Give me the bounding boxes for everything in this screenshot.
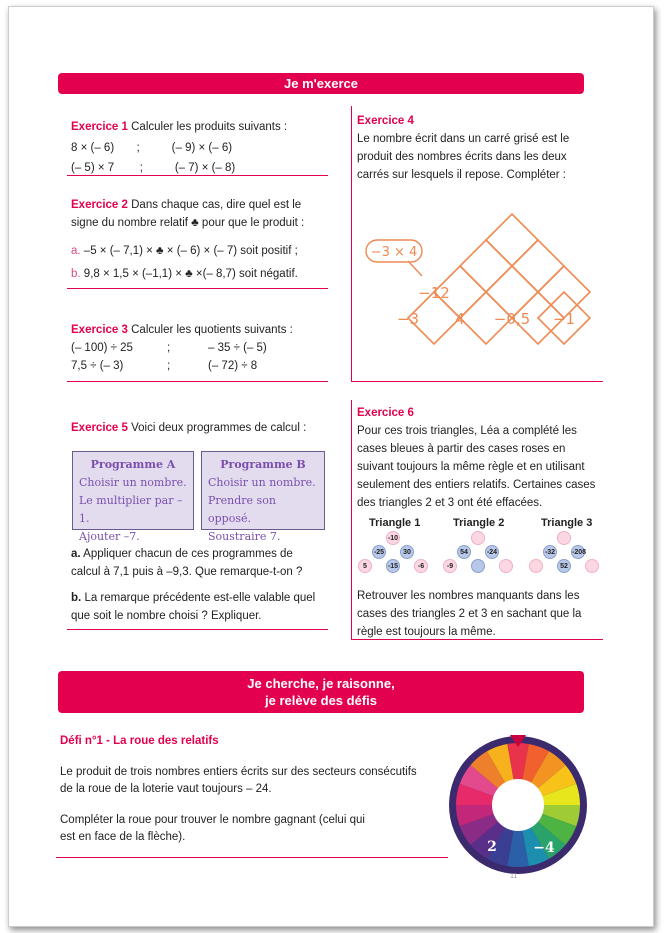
banner2-line1: Je cherche, je raisonne, (247, 676, 395, 691)
t1-bottom-right: -6 (414, 559, 428, 573)
t1-bottom-mid: -15 (386, 559, 400, 573)
exercise-1-line1: 8 × (– 6) ; (– 9) × (– 6) (71, 142, 233, 154)
number-pyramid (360, 210, 600, 345)
triangle-2-title: Triangle 2 (453, 517, 505, 529)
divider (67, 288, 328, 289)
program-a-step1: Choisir un nombre. (79, 476, 187, 489)
t2-bottom-right (499, 559, 513, 573)
exercise-5-title: Exercice 5 (71, 422, 128, 434)
pyramid-cell-3: −0,5 (493, 310, 531, 328)
pyramid-cell-4: −1 (552, 310, 576, 328)
triangle-3-title: Triangle 3 (541, 517, 593, 529)
program-b-step1: Choisir un nombre. (208, 476, 316, 489)
quotient-2: – 35 ÷ (– 5) (208, 342, 267, 354)
program-b-title: Programme B (220, 458, 306, 471)
t1-mid-right: 30 (400, 545, 414, 559)
exercise-6-footer (357, 587, 602, 641)
quotient-1: (– 100) ÷ 25 (71, 342, 133, 354)
t3-top (557, 531, 571, 545)
pyramid-cell-1: −3 (396, 310, 420, 328)
program-a-step2: Le multiplier par –1. (79, 494, 183, 525)
exercise-6-footer-line3: règle est toujours la même. (357, 626, 496, 638)
t3-bottom-mid: 52 (557, 559, 571, 573)
exercise-3 (71, 321, 341, 375)
item-b-label: b. (71, 592, 82, 604)
quotient-3: 7,5 ÷ (– 3) (71, 360, 124, 372)
exercise-4-title: Exercice 4 (357, 115, 414, 127)
exercise-1 (71, 118, 341, 177)
exercise-2-title: Exercice 2 (71, 199, 128, 211)
divider (351, 381, 603, 382)
program-b-box (201, 451, 325, 543)
bubble-label: −3 × 4 (370, 245, 418, 260)
exercise-1-line2: (– 5) × 7 ; (– 7) × (– 8) (71, 162, 236, 174)
wheel-number-neg4: −4 (533, 840, 555, 856)
exercise-4 (357, 112, 607, 184)
section-banner-challenges (58, 671, 584, 713)
item-b-label: b. (71, 268, 81, 280)
item-a-label: a. (71, 548, 81, 560)
program-a-title: Programme A (90, 458, 176, 471)
exercise-2-prompt: Dans chaque cas, dire quel est le (131, 199, 302, 211)
wheel-number-2: 2 (487, 839, 497, 855)
challenge-1-p1b: de la roue de la loterie vaut toujours – 24. (60, 783, 272, 795)
separator: ; (167, 360, 171, 372)
exercise-1-title: Exercice 1 (71, 121, 128, 133)
t1-top: -10 (386, 531, 400, 545)
exercise-2-prompt2: signe du nombre relatif ♣ pour que le produit : (71, 217, 305, 229)
t2-bottom-left: -9 (443, 559, 457, 573)
exercise-6-line3: suivant toujours la même règle et en utilisant (357, 461, 585, 473)
exercise-6-line2: cases bleues à partir des cases roses en (357, 443, 566, 455)
exercise-4-line3: carrés sur lesquels il repose. Compléter : (357, 169, 566, 181)
divider (67, 629, 328, 630)
exercise-5-a1: Appliquer chacun de ces programmes de (83, 548, 293, 560)
t3-bottom-left (529, 559, 543, 573)
quotient-4: (– 72) ÷ 8 (208, 360, 258, 372)
exercise-2-a: –5 × (– 7,1) × ♣ × (– 6) × (– 7) soit positif ; (83, 245, 298, 257)
pyramid-cell-row2: −12 (418, 284, 450, 302)
exercise-2-b: 9,8 × 1,5 × (–1,1) × ♣ ×(– 8,7) soit négatif. (83, 268, 298, 280)
triangle-1-title: Triangle 1 (369, 517, 421, 529)
page-number: 11 (510, 873, 518, 880)
exercise-5-b2: que soit le nombre choisi ? Expliquer. (71, 610, 262, 622)
section-banner-exercises: Je m'exerce (58, 73, 584, 94)
t1-bottom-left: 5 (358, 559, 372, 573)
t3-mid-left: -32 (543, 545, 557, 559)
exercise-6 (357, 404, 602, 512)
exercise-6-line4: seulement des entiers relatifs. Certaines cases (357, 479, 596, 491)
divider (67, 175, 328, 176)
exercise-5-b1: La remarque précédente est-elle valable quel (84, 592, 316, 604)
t1-mid-left: -25 (372, 545, 386, 559)
program-a-box (72, 451, 194, 543)
exercise-6-footer-line1: Retrouver les nombres manquants dans les (357, 590, 580, 602)
exercise-6-footer-line2: cases des triangles 2 et 3 en sachant que la (357, 608, 582, 620)
exercise-1-prompt: Calculer les produits suivants : (131, 121, 288, 133)
exercise-6-line5: des triangles 2 et 3 ont été effacées. (357, 497, 543, 509)
t2-bottom-mid (471, 559, 485, 573)
exercise-5-questions (71, 545, 341, 625)
challenge-1-p2a: Compléter la roue pour trouver le nombre gagnant (celui qui (60, 814, 365, 826)
exercise-4-line2: produit des nombres écrits dans les deux (357, 151, 567, 163)
exercise-5 (71, 419, 341, 437)
program-b-step3: Soustraire 7. (208, 530, 281, 543)
program-b-step2: Prendre son opposé. (208, 494, 276, 525)
exercise-5-prompt: Voici deux programmes de calcul : (131, 422, 307, 434)
challenge-1-title: Défi n°1 - La roue des relatifs (60, 735, 219, 747)
challenge-1 (60, 733, 450, 846)
t2-mid-right: -24 (485, 545, 499, 559)
program-a-step3: Ajouter –7. (79, 530, 140, 543)
challenge-1-p1a: Le produit de trois nombres entiers écrits sur des secteurs consécutifs (60, 766, 417, 778)
exercise-5-a2: calcul à 7,1 puis à –9,3. Que remarque-t-on ? (71, 566, 303, 578)
pyramid-cell-2: 4 (455, 310, 465, 328)
exercise-6-line1: Pour ces trois triangles, Léa a complété les (357, 425, 577, 437)
exercise-2 (71, 196, 341, 283)
t2-mid-left: 54 (457, 545, 471, 559)
exercise-6-title: Exercice 6 (357, 407, 414, 419)
divider (56, 857, 448, 858)
t3-bottom-right (585, 559, 599, 573)
divider (67, 381, 328, 382)
exercise-3-prompt: Calculer les quotients suivants : (131, 324, 293, 336)
exercise-4-line1: Le nombre écrit dans un carré grisé est le (357, 133, 570, 145)
column-divider (351, 106, 352, 382)
exercise-3-title: Exercice 3 (71, 324, 128, 336)
t2-top (471, 531, 485, 545)
divider (351, 639, 603, 640)
separator: ; (167, 342, 171, 354)
column-divider (351, 400, 352, 640)
challenge-1-p2b: est en face de la flèche). (60, 831, 186, 843)
lottery-wheel (445, 735, 591, 875)
item-a-label: a. (71, 245, 81, 257)
banner2-line2: je relève des défis (264, 693, 377, 708)
t3-mid-right: -208 (571, 545, 585, 559)
